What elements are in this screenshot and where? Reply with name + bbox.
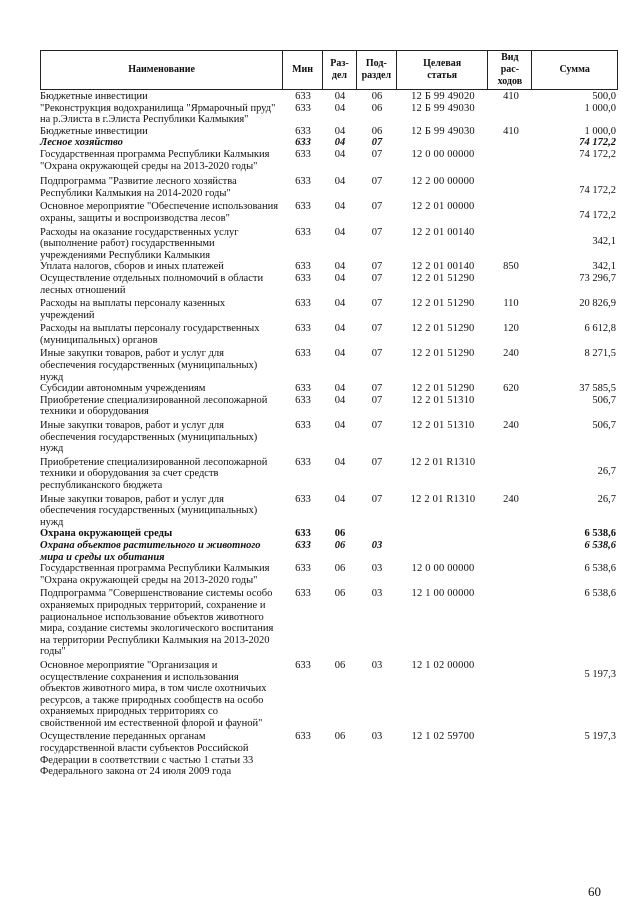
table-row: [40, 420, 618, 455]
row-summa: 74 172,2: [579, 148, 616, 160]
row-summa: 6 538,6: [584, 539, 616, 551]
header-vid: Вид рас- ходов: [488, 51, 532, 89]
row-vid: [489, 563, 533, 586]
row-vid: 240: [503, 493, 519, 505]
row-min: 633: [295, 201, 311, 213]
row-vid: 410: [503, 91, 519, 102]
row-summa: 6 612,8: [584, 323, 616, 335]
row-min: 633: [295, 383, 311, 395]
row-podrazdel: 07: [371, 383, 383, 395]
row-celevaya: 12 2 01 51310: [411, 420, 475, 432]
row-vid: [489, 227, 533, 262]
row-celevaya: 12 2 01 00140: [411, 261, 475, 273]
row-min: 633: [295, 226, 311, 238]
row-vid: [489, 273, 533, 296]
row-razdel: 04: [334, 456, 346, 468]
row-vid: [489, 660, 533, 730]
row-name: Расходы на выплаты персоналу казенных учреждений: [40, 298, 226, 321]
row-razdel: 06: [334, 563, 346, 575]
row-summa: 5 197,3: [584, 731, 616, 743]
row-razdel: 04: [334, 148, 346, 160]
row-podrazdel: 06: [371, 125, 383, 137]
row-min: 633: [295, 148, 311, 160]
row-summa: 6 538,6: [584, 563, 616, 575]
row-podrazdel: 07: [371, 348, 383, 360]
row-name: Лесное хозяйство: [40, 137, 123, 149]
row-razdel: 04: [334, 383, 346, 395]
header-celevaya: Целевая статья: [397, 51, 489, 89]
row-podrazdel: 07: [371, 394, 383, 406]
row-summa: 74 172,2: [579, 210, 616, 222]
row-min: 633: [295, 528, 311, 540]
row-razdel: 04: [334, 261, 346, 273]
table-row: [40, 91, 618, 103]
row-razdel: 04: [334, 176, 346, 188]
table-row: [40, 660, 618, 730]
row-min: 633: [295, 272, 311, 284]
row-razdel: 06: [334, 528, 346, 540]
table-body: [40, 91, 618, 778]
row-celevaya: 12 2 01 51290: [411, 323, 475, 335]
row-min: 633: [295, 91, 311, 102]
row-razdel: 04: [334, 298, 346, 310]
row-vid: [489, 540, 533, 563]
row-vid: [489, 103, 533, 126]
row-vid: [489, 137, 533, 149]
row-name: Основное мероприятие "Обеспечение использования охраны, защиты и воспроизводства лесов": [40, 201, 279, 224]
row-podrazdel: 03: [371, 539, 383, 551]
row-razdel: 04: [334, 493, 346, 505]
row-min: 633: [295, 176, 311, 188]
row-celevaya: 12 Б 99 49030: [411, 102, 475, 114]
row-min: 633: [295, 125, 311, 137]
row-name: Субсидии автономным учреждениям: [40, 383, 206, 395]
row-name: Осуществление переданных органам государственной власти субъектов Российской Федерации в соответствии с частью 1 статьи 33 Федерального закона от 24 июля 2009 года: [40, 731, 254, 778]
table-row: [40, 227, 618, 262]
row-summa: 5 197,3: [584, 668, 616, 680]
row-celevaya: 12 Б 99 49030: [411, 125, 475, 137]
table-row: [40, 298, 618, 321]
table-row: [40, 588, 618, 658]
row-vid: [489, 457, 533, 492]
row-name: Бюджетные инвестиции: [40, 91, 148, 102]
row-name: Подпрограмма "Развитие лесного хозяйства Республики Калмыкия на 2014-2020 годы": [40, 176, 237, 199]
row-razdel: 04: [334, 348, 346, 360]
row-podrazdel: 03: [371, 563, 383, 575]
row-celevaya: 12 1 00 00000: [411, 588, 475, 600]
row-vid: 850: [503, 261, 519, 273]
table-row: [40, 201, 618, 224]
row-min: 633: [295, 394, 311, 406]
row-name: Охрана окружающей среды: [40, 528, 173, 540]
row-podrazdel: 06: [371, 91, 383, 102]
row-celevaya: 12 2 01 51290: [411, 348, 475, 360]
row-vid: 110: [503, 298, 519, 310]
table-row: [40, 395, 618, 418]
row-vid: 120: [503, 323, 519, 335]
row-razdel: 06: [334, 731, 346, 743]
table-row: [40, 540, 618, 563]
row-name: "Реконструкция водохранилища "Ярмарочный пруд" на р.Элиста в г.Элиста Республики Калмыкия": [40, 102, 276, 126]
row-vid: [489, 395, 533, 418]
row-podrazdel: 07: [371, 420, 383, 432]
row-vid: [489, 176, 533, 199]
row-celevaya: 12 0 00 00000: [411, 563, 475, 575]
row-podrazdel: 07: [371, 201, 383, 213]
table-row: [40, 383, 618, 395]
row-name: Иные закупки товаров, работ и услуг для обеспечения государственных (муниципальных) нужд: [40, 420, 258, 455]
row-razdel: 04: [334, 137, 346, 149]
row-razdel: 04: [334, 394, 346, 406]
row-summa: 6 538,6: [584, 528, 616, 540]
header-name: Наименование: [41, 51, 283, 89]
row-name: Уплата налогов, сборов и иных платежей: [40, 261, 224, 273]
row-name: Подпрограмма "Совершенствование системы особо охраняемых природных территорий, сохранение и рациональное использование объектов животного мира, создание системы экологического воспитания на территории Республики Калмыкия на 2013-2020 годы": [40, 588, 274, 658]
row-summa: 26,7: [597, 493, 616, 505]
row-razdel: 06: [334, 539, 346, 551]
row-summa: 506,7: [592, 420, 616, 432]
row-min: 633: [295, 298, 311, 310]
row-celevaya: 12 1 02 00000: [411, 659, 475, 671]
row-name: Приобретение специализированной лесопожарной техники и оборудования за счет средств республиканского бюджета: [40, 456, 268, 491]
row-podrazdel: 03: [371, 731, 383, 743]
row-celevaya: 12 0 00 00000: [411, 148, 475, 160]
row-min: 633: [295, 493, 311, 505]
row-celevaya: 12 2 00 00000: [411, 176, 475, 188]
table-row: [40, 323, 618, 346]
row-razdel: 04: [334, 323, 346, 335]
row-vid: [489, 149, 533, 172]
row-celevaya: 12 2 01 00000: [411, 201, 475, 213]
row-min: 633: [295, 102, 311, 114]
row-name: Расходы на выплаты персоналу государственных (муниципальных) органов: [40, 323, 260, 346]
row-summa: 73 296,7: [579, 272, 616, 284]
row-min: 633: [295, 323, 311, 335]
row-celevaya: 12 2 01 51290: [411, 272, 475, 284]
table-row: [40, 348, 618, 383]
row-podrazdel: 07: [371, 298, 383, 310]
row-name: Основное мероприятие "Организация и осуществление сохранения и использования объектов животного мира, в том числе охотничьих ресурсов, а также природных сообществ на особо охраняемых природных территориях со свойственной им естественной флорой и фауной": [40, 659, 267, 729]
table-row: [40, 731, 618, 777]
header-razdel: Раз- дел: [323, 51, 357, 89]
table-row: [40, 457, 618, 492]
table-row: [40, 494, 618, 529]
table-row: [40, 126, 618, 138]
row-podrazdel: 07: [371, 456, 383, 468]
row-celevaya: 12 1 02 59700: [411, 731, 475, 743]
row-razdel: 06: [334, 588, 346, 600]
row-summa: 342,1: [592, 261, 616, 273]
row-vid: [489, 528, 533, 540]
row-celevaya: 12 2 01 51290: [411, 298, 475, 310]
row-celevaya: 12 2 01 R1310: [410, 456, 476, 468]
row-razdel: 04: [334, 420, 346, 432]
row-summa: 26,7: [597, 465, 616, 477]
row-vid: [489, 588, 533, 658]
row-summa: 1 000,0: [584, 102, 616, 114]
row-min: 633: [295, 420, 311, 432]
header-podrazdel: Под- раздел: [357, 51, 397, 89]
row-min: 633: [295, 731, 311, 743]
row-vid: [489, 731, 533, 777]
row-min: 633: [295, 563, 311, 575]
row-summa: 37 585,5: [579, 383, 616, 395]
row-celevaya: 12 2 01 R1310: [410, 493, 476, 505]
row-celevaya: 12 2 01 00140: [411, 226, 475, 238]
row-podrazdel: 06: [371, 102, 383, 114]
row-name: Государственная программа Республики Калмыкия "Охрана окружающей среды на 2013-2020 годы": [40, 563, 270, 586]
table-row: [40, 563, 618, 586]
row-name: Охрана объектов растительного и животного мира и среды их обитания: [40, 539, 261, 563]
row-razdel: 04: [334, 272, 346, 284]
row-min: 633: [295, 659, 311, 671]
row-summa: 342,1: [592, 235, 616, 247]
row-podrazdel: 07: [371, 493, 383, 505]
row-podrazdel: [357, 528, 397, 540]
table-row: [40, 261, 618, 273]
table-row: [40, 137, 618, 149]
row-summa: 74 172,2: [579, 137, 616, 149]
row-vid: [489, 201, 533, 224]
row-name: Государственная программа Республики Калмыкия "Охрана окружающей среды на 2013-2020 годы": [40, 148, 270, 172]
row-celevaya: [397, 528, 489, 540]
row-podrazdel: 07: [371, 137, 383, 149]
row-name: Иные закупки товаров, работ и услуг для обеспечения государственных (муниципальных) нужд: [40, 348, 258, 383]
row-name: Осуществление отдельных полномочий в области лесных отношений: [40, 272, 264, 296]
row-min: 633: [295, 137, 311, 149]
row-vid: 620: [503, 383, 519, 395]
row-min: 633: [295, 588, 311, 600]
row-razdel: 04: [334, 102, 346, 114]
row-name: Приобретение специализированной лесопожарной техники и оборудования: [40, 394, 268, 418]
table-row: [40, 176, 618, 199]
row-podrazdel: 07: [371, 323, 383, 335]
row-celevaya: [397, 137, 489, 149]
table-header: [40, 50, 618, 90]
row-summa: 74 172,2: [579, 185, 616, 197]
row-razdel: 04: [334, 201, 346, 213]
row-summa: 8 271,5: [584, 348, 616, 360]
row-razdel: 04: [334, 91, 346, 102]
row-podrazdel: 07: [371, 176, 383, 188]
row-razdel: 04: [334, 125, 346, 137]
row-min: 633: [295, 261, 311, 273]
row-razdel: 06: [334, 659, 346, 671]
row-name: Иные закупки товаров, работ и услуг для обеспечения государственных (муниципальных) нужд: [40, 493, 258, 528]
row-podrazdel: 03: [371, 588, 383, 600]
row-name: Расходы на оказание государственных услуг (выполнение работ) государственными учреждениями Республики Калмыкия: [40, 226, 239, 261]
table-row: [40, 103, 618, 126]
row-summa: 6 538,6: [584, 588, 616, 600]
row-vid: 240: [503, 348, 519, 360]
row-celevaya: 12 2 01 51310: [411, 394, 475, 406]
row-podrazdel: 07: [371, 148, 383, 160]
table-row: [40, 149, 618, 172]
row-min: 633: [295, 456, 311, 468]
table-row: [40, 528, 618, 540]
row-podrazdel: 07: [371, 226, 383, 238]
row-celevaya: [397, 540, 489, 563]
row-name: Бюджетные инвестиции: [40, 125, 148, 137]
row-summa: 1 000,0: [584, 125, 616, 137]
header-summa: Сумма: [559, 64, 590, 75]
row-summa: 506,7: [592, 394, 616, 406]
row-summa: 500,0: [592, 91, 616, 102]
page-number: 60: [588, 884, 601, 899]
row-min: 633: [295, 539, 311, 551]
row-podrazdel: 07: [371, 261, 383, 273]
row-podrazdel: 07: [371, 272, 383, 284]
header-min: Мин: [283, 51, 323, 89]
row-podrazdel: 03: [371, 659, 383, 671]
row-celevaya: 12 Б 99 49020: [411, 91, 475, 102]
row-vid: 240: [503, 420, 519, 432]
row-min: 633: [295, 348, 311, 360]
row-celevaya: 12 2 01 51290: [411, 383, 475, 395]
table-row: [40, 273, 618, 296]
row-summa: 20 826,9: [579, 298, 616, 310]
row-vid: 410: [503, 125, 519, 137]
row-razdel: 04: [334, 226, 346, 238]
